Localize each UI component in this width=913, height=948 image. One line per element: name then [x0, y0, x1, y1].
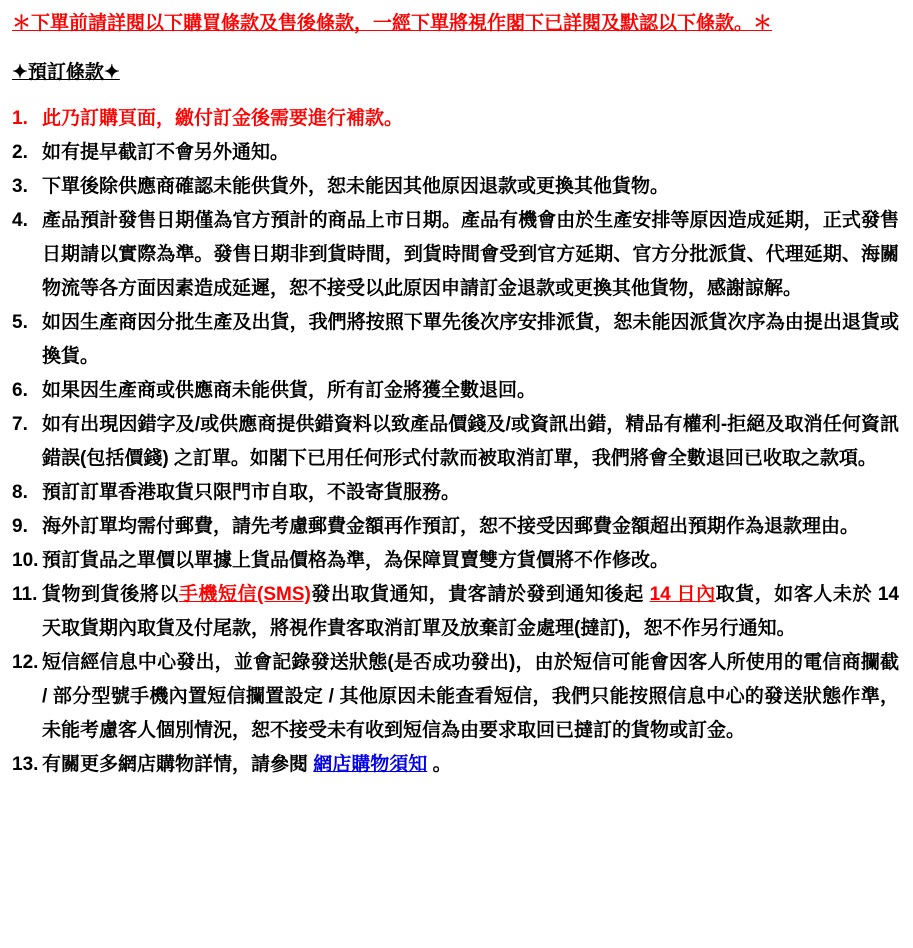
- term-number: 7.: [12, 414, 28, 435]
- term-item: [12, 544, 899, 578]
- term-item: [12, 136, 899, 170]
- term-text: [42, 578, 899, 646]
- terms-list: [12, 102, 899, 782]
- term-number: 2.: [12, 142, 28, 163]
- term-number: 3.: [12, 176, 28, 197]
- term-text-segment: 發出取貨通知，貴客請於發到通知後起: [310, 584, 650, 605]
- term-text: 下單後除供應商確認未能供貨外，恕未能因其他原因退款或更換其他貨物。: [42, 176, 670, 197]
- section-header-preorder-terms: ✦預訂條款✦: [12, 62, 120, 83]
- term-text: 預訂貨品之單價以單據上貨品價格為準，為保障買賣雙方貨價將不作修改。: [42, 550, 670, 571]
- notice-title: ＊下單前請詳閱以下購買條款及售後條款，一經下單將視作閣下已詳閱及默認以下條款。＊: [12, 13, 773, 34]
- term-item: [12, 204, 899, 306]
- term-item: [12, 476, 899, 510]
- term-number: 1.: [12, 108, 28, 129]
- term-item: [12, 646, 899, 748]
- term-text: 如果因生產商或供應商未能供貨，所有訂金將獲全數退回。: [42, 380, 537, 401]
- term-item-sms-notice: [12, 578, 899, 646]
- term-text: 如有出現因錯字及/或供應商提供錯資料以致產品價錢及/或資訊出錯，精品有權利-拒絕及取消任何資訊錯誤(包括價錢) 之訂單。如閣下已用任何形式付款而被取消訂單，我們將會全數退回已收取之款項。: [42, 414, 899, 469]
- term-number: 8.: [12, 482, 28, 503]
- term-item: [12, 102, 899, 136]
- term-item: [12, 374, 899, 408]
- term-text: [42, 748, 899, 782]
- term-number: 4.: [12, 210, 28, 231]
- term-text: 產品預計發售日期僅為官方預計的商品上市日期。產品有機會由於生產安排等原因造成延期，正式發售日期請以實際為準。發售日期非到貨時間，到貨時間會受到官方延期、官方分批派貨、代理延期、海關物流等各方面因素造成延遲，恕不接受以此原因申請訂金退款或更換其他貨物，感謝諒解。: [42, 210, 899, 299]
- term-number: 12.: [12, 652, 39, 673]
- store-shopping-guide-link[interactable]: 網店購物須知: [313, 754, 428, 775]
- term-item: [12, 408, 899, 476]
- term-number: 6.: [12, 380, 28, 401]
- term-number: 9.: [12, 516, 28, 537]
- term-number: 13.: [12, 754, 39, 775]
- term-text: 海外訂單均需付郵費，請先考慮郵費金額再作預訂，恕不接受因郵費金額超出預期作為退款理由。: [42, 516, 860, 537]
- term-item: [12, 306, 899, 374]
- term-text-segment: 貨物到貨後將以: [42, 584, 179, 605]
- term-text: 如因生產商因分批生產及出貨，我們將按照下單先後次序安排派貨，恕未能因派貨次序為由提出退貨或換貨。: [42, 312, 899, 367]
- term-item-shop-guide: [12, 748, 899, 782]
- term-number: 11.: [12, 584, 38, 605]
- term-item: [12, 510, 899, 544]
- term-text: 如有提早截訂不會另外通知。: [42, 142, 290, 163]
- term-number: 10.: [12, 550, 39, 571]
- term-number: 5.: [12, 312, 28, 333]
- term-text-segment: 。: [427, 754, 452, 775]
- sms-highlight: 手機短信(SMS): [178, 584, 311, 605]
- term-text-segment: 取貨，如客人未於 14 天取貨期內取貨及付尾款，將視作貴客取消訂單及放棄訂金處理(撻訂)，恕不作另行通知。: [42, 584, 899, 639]
- term-text: 此乃訂購頁面，繳付訂金後需要進行補款。: [42, 108, 404, 129]
- term-text: 預訂訂單香港取貨只限門市自取，不設寄貨服務。: [42, 482, 461, 503]
- term-text-segment: 有關更多網店購物詳情，請參閱: [42, 754, 314, 775]
- pickup-deadline-highlight: 14 日內: [649, 584, 716, 605]
- term-item: [12, 170, 899, 204]
- term-text: 短信經信息中心發出，並會記錄發送狀態(是否成功發出)，由於短信可能會因客人所使用的電信商攔截 / 部分型號手機內置短信攔置設定 / 其他原因未能查看短信，我們只能按照信息中心的發送狀態作準，未能考慮客人個別情況，恕不接受未有收到短信為由要求取回已撻訂的貨物或訂金。: [42, 652, 899, 741]
